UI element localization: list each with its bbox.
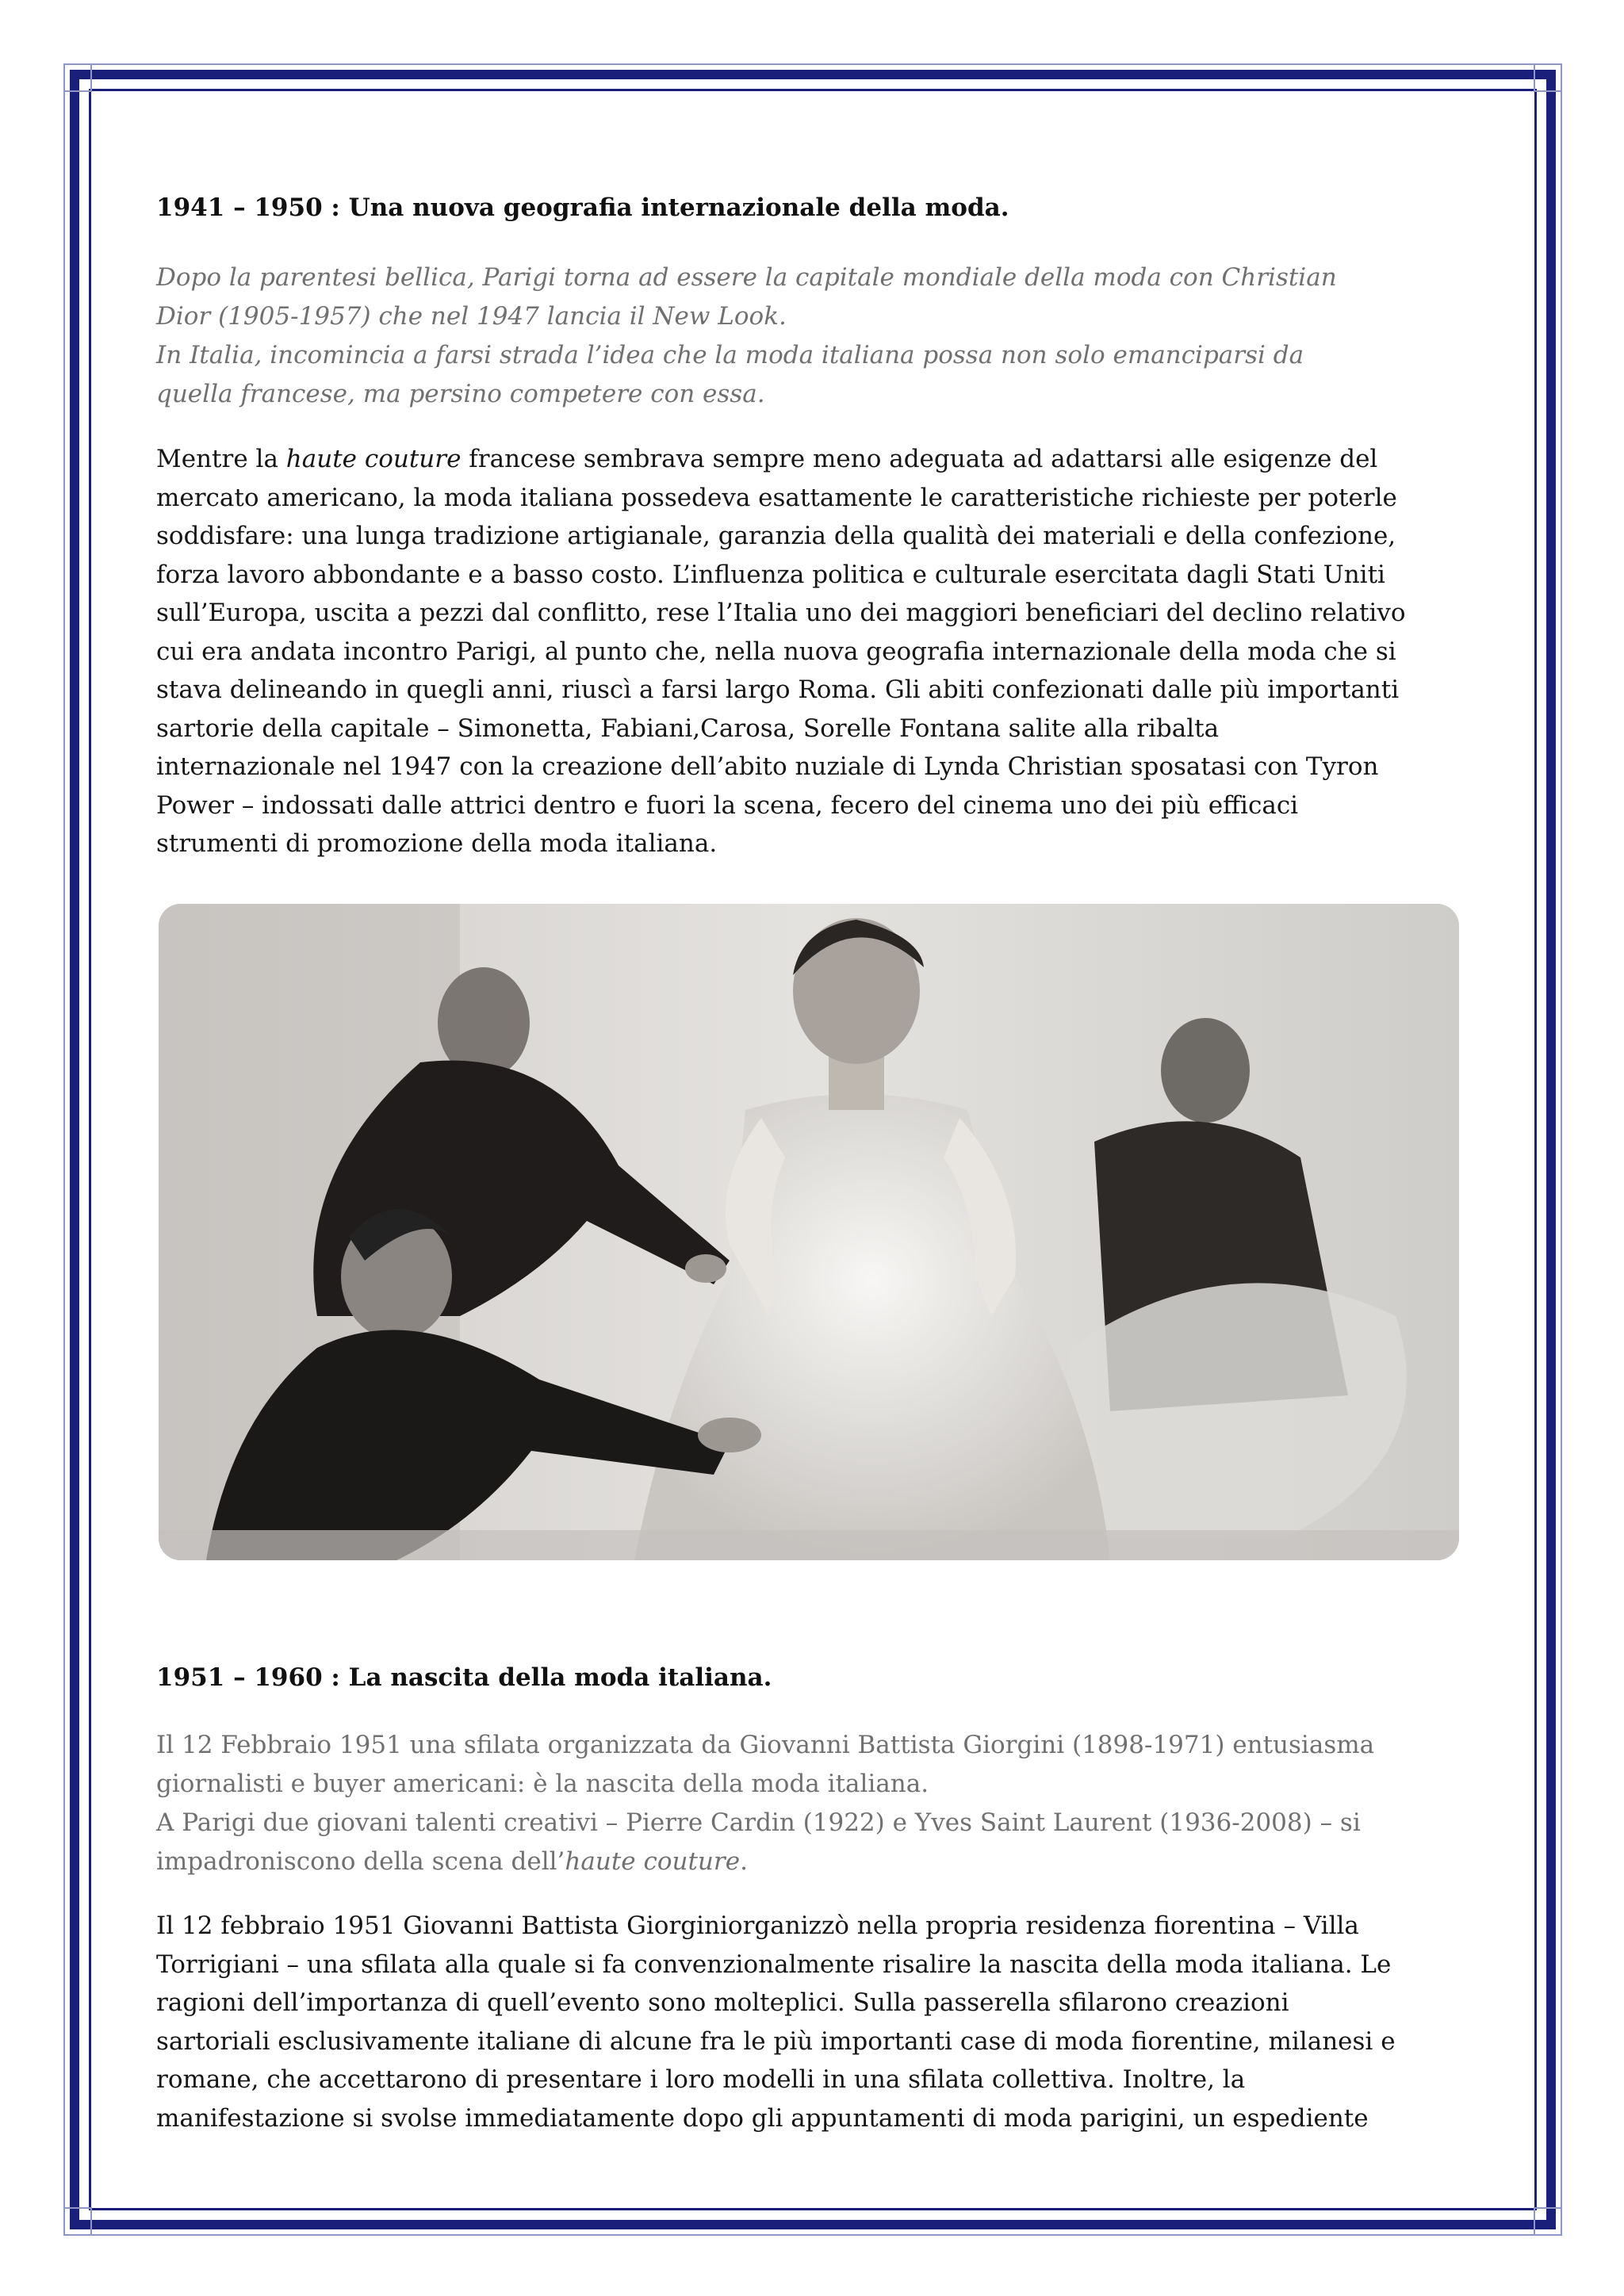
body-italic-run: haute couture (285, 445, 462, 473)
body-line: forza lavoro abbondante e a basso costo. L’influenza politica e culturale esercitata dagli Stati Uniti (156, 560, 1385, 589)
section-2-heading: 1951 – 1960 : La nascita della moda italiana. (156, 1663, 772, 1692)
body-line: Power – indossati dalle attrici dentro e fuori la scena, fecero del cinema uno dei più efficaci (156, 790, 1299, 820)
body-line: stava delineando in quegli anni, riuscì a farsi largo Roma. Gli abiti confezionati dalle più importanti (156, 675, 1400, 704)
right-woman-head (1161, 1018, 1250, 1123)
intro-line: In Italia, incomincia a farsi strada l’idea che la moda italiana possa non solo emanciparsi da (156, 341, 1304, 369)
floor (159, 1530, 1459, 1560)
body-text-run: francese sembrava sempre meno adeguata ad adattarsi alle esigenze del (461, 445, 1378, 473)
body-line: sartoriali esclusivamente italiane di alcune fra le più importanti case di moda fiorentine, milanesi e (156, 2026, 1396, 2056)
intro-line (156, 1843, 1465, 1881)
body-line: soddisfare: una lunga tradizione artigianale, garanzia della qualità dei materiali e della confezione, (156, 522, 1396, 550)
body-line: sull’Europa, uscita a pezzi dal conflitto, rese l’Italia uno dei maggiori beneficiari del declino relativo (156, 599, 1406, 627)
photo-illustration (159, 904, 1459, 1560)
intro-line: Dior (1905-1957) che nel 1947 lancia il New Look. (156, 302, 787, 331)
section-2-body (156, 1907, 1465, 2137)
intro-text-run: impadroniscono della scena dell’ (156, 1847, 565, 1876)
body-line: mercato americano, la moda italiana possedeva esattamente le caratteristiche richieste per poterle (156, 483, 1397, 512)
border-corner-bottom-right (1534, 2207, 1562, 2236)
section-1-intro (156, 258, 1465, 414)
intro-italic-run: haute couture (565, 1847, 741, 1876)
border-corner-top-left (63, 63, 92, 92)
body-line: internazionale nel 1947 con la creazione dell’abito nuziale di Lynda Christian sposatasi con Tyron (156, 752, 1379, 781)
body-line (156, 440, 1465, 479)
hand-on-dress (698, 1418, 761, 1452)
intro-line: Il 12 Febbraio 1951 una sfilata organizzata da Giovanni Battista Giorgini (1898-1971) entusiasma (156, 1731, 1375, 1759)
hand-on-waist (685, 1254, 726, 1283)
intro-line: quella francese, ma persino competere con essa. (156, 380, 765, 408)
body-line: manifestazione si svolse immediatamente dopo gli appuntamenti di moda parigini, un espediente (156, 2103, 1369, 2133)
section-1-body (156, 440, 1465, 863)
body-text-run: Mentre la (156, 445, 286, 473)
intro-line: Dopo la parentesi bellica, Parigi torna ad essere la capitale mondiale della moda con Christian (156, 263, 1337, 292)
body-line: Il 12 febbraio 1951 Giovanni Battista Giorginiorganizzò nella propria residenza fiorentina – Villa (156, 1911, 1359, 1940)
body-line: ragioni dell’importanza di quell’evento sono molteplici. Sulla passerella sfilarono creazioni (156, 1988, 1289, 2017)
body-line: cui era andata incontro Parigi, al punto che, nella nuova geografia internazionale della moda che si (156, 637, 1396, 666)
border-corner-top-right (1534, 63, 1562, 92)
border-corner-bottom-left (63, 2207, 92, 2236)
intro-line: giornalisti e buyer americani: è la nascita della moda italiana. (156, 1770, 929, 1798)
section-1-heading: 1941 – 1950 : Una nuova geografia internazionale della moda. (156, 193, 1009, 222)
intro-text-run: . (740, 1847, 748, 1876)
intro-line: A Parigi due giovani talenti creativi – Pierre Cardin (1922) e Yves Saint Laurent (1936-2008) – si (156, 1808, 1361, 1837)
body-line: romane, che accettarono di presentare i loro modelli in una sfilata collettiva. Inoltre, la (156, 2065, 1246, 2094)
section-2-intro (156, 1726, 1465, 1881)
bridal-fitting-photo (159, 904, 1459, 1560)
body-line: strumenti di promozione della moda italiana. (156, 829, 718, 858)
body-line: Torrigiani – una sfilata alla quale si fa convenzionalmente risalire la nascita della moda italiana. Le (156, 1950, 1392, 1979)
body-line: sartorie della capitale – Simonetta, Fabiani,Carosa, Sorelle Fontana salite alla ribalta (156, 714, 1220, 743)
